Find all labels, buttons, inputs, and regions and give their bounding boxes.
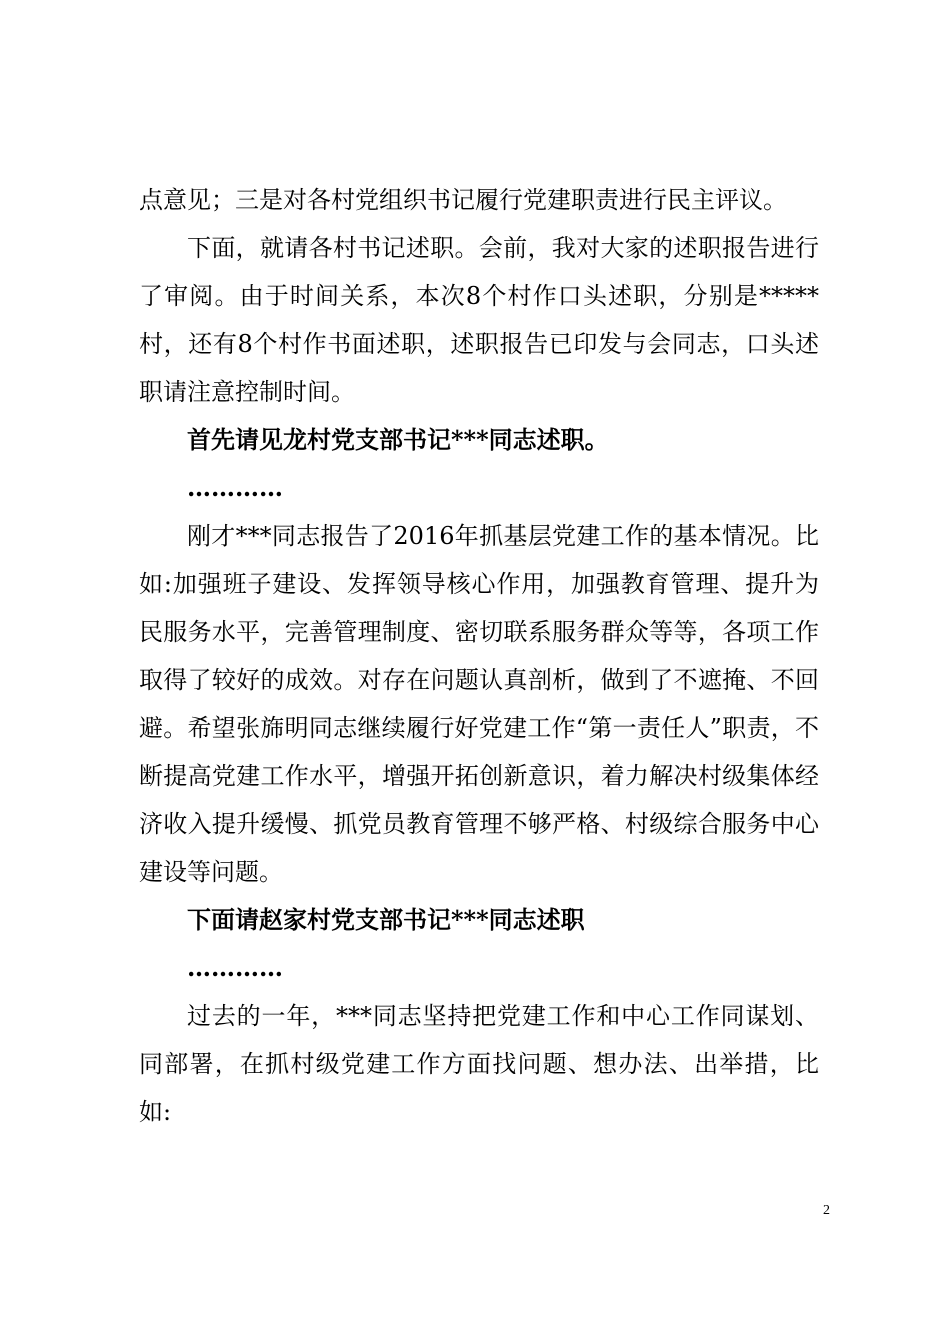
paragraph-second-review: 过去的一年，***同志坚持把党建工作和中心工作同谋划、同部署，在抓村级党建工作方面找问题、想办法、出举措，比如: [139, 1002, 819, 1126]
heading-second-speaker: 下面请赵家村党支部书记***同志述职 [187, 905, 585, 934]
page-number: 2 [823, 1203, 830, 1218]
document-body [139, 176, 819, 1136]
paragraph-first-review: 刚才***同志报告了2016年抓基层党建工作的基本情况。比如:加强班子建设、发挥领导核心作用，加强教育管理、提升为民服务水平，完善管理制度、密切联系服务群众等等，各项工作取得了较好的成效。对存在问题认真剖析，做到了不遮掩、不回避。希望张旆明同志继续履行好党建工作“第一责任人”职责，不断提高党建工作水平，增强开拓创新意识，着力解决村级集体经济收入提升缓慢、抓党员教育管理不够严格、村级综合服务中心建设等问题。 [139, 522, 819, 886]
heading-first-speaker: 首先请见龙村党支部书记***同志述职。 [187, 425, 609, 454]
paragraph-reporting-intro: 下面，就请各村书记述职。会前，我对大家的述职报告进行了审阅。由于时间关系，本次8个村作口头述职，分别是*****村，还有8个村作书面述职，述职报告已印发与会同志，口头述职请注意控制时间。 [139, 234, 819, 406]
paragraph-continuation: 点意见；三是对各村党组织书记履行党建职责进行民主评议。 [139, 186, 787, 214]
ellipsis-separator: ………… [187, 953, 283, 982]
ellipsis-separator: ………… [187, 473, 283, 502]
